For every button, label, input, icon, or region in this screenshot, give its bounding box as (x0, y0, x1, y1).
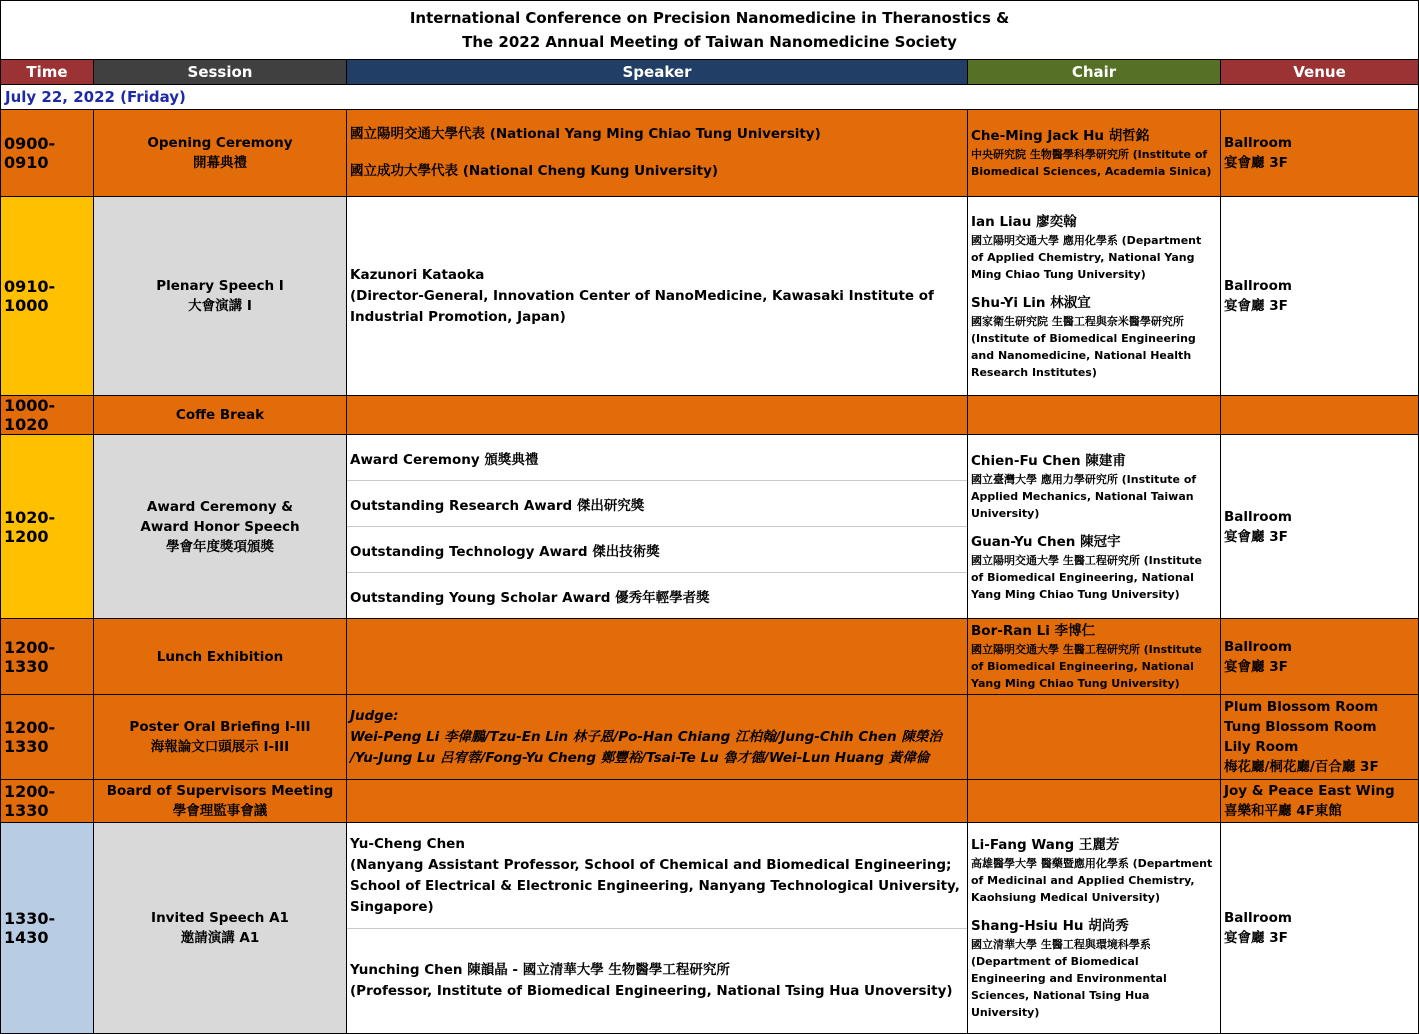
session-cell: Coffe Break (94, 396, 347, 435)
speaker-cell (347, 695, 968, 780)
header-venue: Venue (1221, 60, 1419, 85)
award-item: Outstanding Technology Award 傑出技術獎 (347, 527, 967, 573)
speaker-name: Kazunori Kataoka (350, 266, 485, 283)
chair-name: Chien-Fu Chen 陳建甫 (971, 452, 1126, 469)
chair-cell (968, 619, 1221, 695)
chair-affiliation: 國家衛生研究院 生醫工程與奈米醫學研究所 (Institute of Biomedical Engineering and Nanomedicine, National Health Research Institutes) (971, 314, 1196, 379)
header-time: Time (1, 60, 94, 85)
speaker-line: 國立成功大學代表 (National Cheng Kung University) (350, 163, 719, 179)
schedule-title (1, 1, 1419, 60)
venue-cell (1221, 435, 1419, 619)
header-chair: Chair (968, 60, 1221, 85)
venue-line: Lily Room (1224, 739, 1299, 755)
speaker-cell (347, 823, 968, 1034)
venue-line: Ballroom (1224, 910, 1292, 926)
table-row (1, 823, 1419, 1034)
session-cell (94, 435, 347, 619)
session-cell (94, 823, 347, 1034)
venue-line: 宴會廳 3F (1224, 298, 1288, 314)
date-row: July 22, 2022 (Friday) (1, 85, 1419, 110)
chair-affiliation: 國立陽明交通大學 生醫工程研究所 (Institute of Biomedical Engineering, National Yang Ming Chiao Tung University) (971, 553, 1202, 601)
session-title: Award Honor Speech (140, 518, 300, 535)
chair-name: Guan-Yu Chen 陳冠宇 (971, 533, 1121, 550)
speaker-cell (347, 396, 968, 435)
session-title: Plenary Speech I (156, 278, 284, 294)
session-cell (94, 695, 347, 780)
award-item: Outstanding Research Award 傑出研究獎 (347, 481, 967, 527)
award-item: Outstanding Young Scholar Award 優秀年輕學者獎 (350, 589, 710, 606)
speaker-cell (347, 619, 968, 695)
chair-cell (968, 110, 1221, 197)
title-line-1: International Conference on Precision Nanomedicine in Theranostics & (409, 9, 1010, 27)
venue-line: Joy & Peace East Wing (1224, 783, 1395, 799)
chair-name: Shang-Hsiu Hu 胡尚秀 (971, 918, 1129, 934)
venue-line: 宴會廳 3F (1224, 528, 1288, 545)
table-row (1, 396, 1419, 435)
venue-line: Ballroom (1224, 508, 1292, 525)
venue-line: 梅花廳/桐花廳/百合廳 3F (1224, 759, 1379, 775)
judge-line: /Yu-Jung Lu 呂宥蓉/Fong-Yu Cheng 鄭豐裕/Tsai-Te Lu 魯才德/Wei-Lun Huang 黃偉倫 (350, 749, 930, 766)
session-title: Award Ceremony & (146, 498, 294, 515)
chair-cell (968, 695, 1221, 780)
speaker-block (347, 929, 967, 1033)
session-cell (94, 197, 347, 396)
header-speaker: Speaker (347, 60, 968, 85)
chair-cell (968, 780, 1221, 823)
speaker-name: Yu-Cheng Chen (350, 835, 465, 852)
time-cell: 1200-1330 (1, 695, 94, 780)
venue-cell (1221, 396, 1419, 435)
venue-cell (1221, 823, 1419, 1034)
table-row (1, 695, 1419, 780)
speaker-affiliation: (Professor, Institute of Biomedical Engineering, National Tsing Hua Unoversity) (350, 982, 953, 999)
table-row (1, 110, 1419, 197)
time-cell: 0910-1000 (1, 197, 94, 396)
chair-affiliation: 國立清華大學 生醫工程與環境科學系 (Department of Biomedical Engineering and Environmental Sciences, National Tsing Hua University) (971, 938, 1167, 1019)
time-cell: 1000-1020 (1, 396, 94, 435)
table-row (1, 435, 1419, 619)
session-title: Invited Speech A1 (151, 910, 289, 926)
speaker-name: Yunching Chen 陳韻晶 - 國立清華大學 生物醫學工程研究所 (350, 961, 730, 978)
session-title: Board of Supervisors Meeting (106, 783, 334, 799)
session-cell: Lunch Exhibition (94, 619, 347, 695)
chair-name: Che-Ming Jack Hu 胡哲銘 (971, 128, 1150, 144)
chair-affiliation: 國立陽明交通大學 生醫工程研究所 (Institute of Biomedical Engineering, National Yang Ming Chiao Tung University) (971, 643, 1202, 690)
speaker-line: 國立陽明交通大學代表 (National Yang Ming Chiao Tung University) (350, 126, 821, 142)
speaker-affiliation: (Director-General, Innovation Center of NanoMedicine, Kawasaki Institute of Industrial Promotion, Japan) (350, 287, 934, 325)
chair-cell (968, 197, 1221, 396)
venue-cell (1221, 619, 1419, 695)
chair-cell (968, 435, 1221, 619)
session-cell (94, 780, 347, 823)
venue-line: 宴會廳 3F (1224, 658, 1288, 675)
session-title: Opening Ceremony (147, 135, 293, 151)
table-row (1, 197, 1419, 396)
session-title-zh: 大會演講 I (188, 298, 252, 314)
session-title-zh: 學會年度獎項頒獎 (166, 538, 274, 555)
speaker-cell (347, 435, 968, 619)
venue-line: Ballroom (1224, 135, 1292, 151)
table-row (1, 619, 1419, 695)
session-title-zh: 海報論文口頭展示 I-III (150, 739, 290, 755)
venue-line: Plum Blossom Room (1224, 699, 1379, 715)
chair-name: Shu-Yi Lin 林淑宜 (971, 294, 1091, 311)
chair-affiliation: 高雄醫學大學 醫藥暨應用化學系 (Department of Medicinal and Applied Chemistry, Kaohsiung Medical University) (971, 857, 1213, 904)
session-title-zh: 邀請演講 A1 (180, 930, 260, 946)
venue-cell (1221, 197, 1419, 396)
venue-line: Tung Blossom Room (1224, 719, 1377, 735)
venue-line: 宴會廳 3F (1224, 930, 1288, 946)
venue-line: 喜樂和平廳 4F東館 (1224, 803, 1342, 819)
venue-cell (1221, 695, 1419, 780)
table-row (1, 780, 1419, 823)
speaker-block (347, 824, 967, 929)
award-item: Award Ceremony 頒獎典禮 (347, 435, 967, 481)
speaker-affiliation: (Nanyang Assistant Professor, School of Chemical and Biomedical Engineering; School of Electrical & Electronic Engineering, Nanyang Technological University, Singapore) (350, 856, 960, 915)
title-line-2: The 2022 Annual Meeting of Taiwan Nanomedicine Society (462, 33, 957, 51)
judge-line: Wei-Peng Li 李偉鵬/Tzu-En Lin 林子恩/Po-Han Chiang 江柏翰/Jung-Chih Chen 陳榮治 (350, 728, 942, 745)
chair-name: Ian Liau 廖奕翰 (971, 213, 1077, 230)
time-cell: 1330-1430 (1, 823, 94, 1034)
session-title: Poster Oral Briefing I-III (129, 719, 311, 735)
speaker-cell (347, 197, 968, 396)
speaker-cell (347, 780, 968, 823)
venue-line: Ballroom (1224, 278, 1292, 294)
venue-cell (1221, 780, 1419, 823)
chair-affiliation: 國立臺灣大學 應用力學研究所 (Institute of Applied Mechanics, National Taiwan University) (971, 472, 1197, 520)
chair-affiliation: 國立陽明交通大學 應用化學系 (Department of Applied Chemistry, National Yang Ming Chiao Tung University) (971, 233, 1202, 281)
time-cell: 0900-0910 (1, 110, 94, 197)
venue-line: Ballroom (1224, 638, 1292, 655)
time-cell: 1020-1200 (1, 435, 94, 619)
chair-cell (968, 396, 1221, 435)
chair-affiliation: 中央研究院 生物醫學科學研究所 (Institute of Biomedical Sciences, Academia Sinica) (971, 148, 1212, 178)
session-cell (94, 110, 347, 197)
time-cell: 1200-1330 (1, 619, 94, 695)
session-title-zh: 開幕典禮 (193, 155, 247, 171)
judge-label: Judge: (350, 707, 399, 724)
session-title-zh: 學會理監事會議 (172, 803, 268, 819)
time-cell: 1200-1330 (1, 780, 94, 823)
chair-cell (968, 823, 1221, 1034)
speaker-cell (347, 110, 968, 197)
chair-name: Bor-Ran Li 李博仁 (971, 623, 1096, 639)
venue-line: 宴會廳 3F (1224, 155, 1288, 171)
chair-name: Li-Fang Wang 王麗芳 (971, 837, 1120, 853)
header-session: Session (94, 60, 347, 85)
venue-cell (1221, 110, 1419, 197)
header-row (1, 60, 1419, 85)
